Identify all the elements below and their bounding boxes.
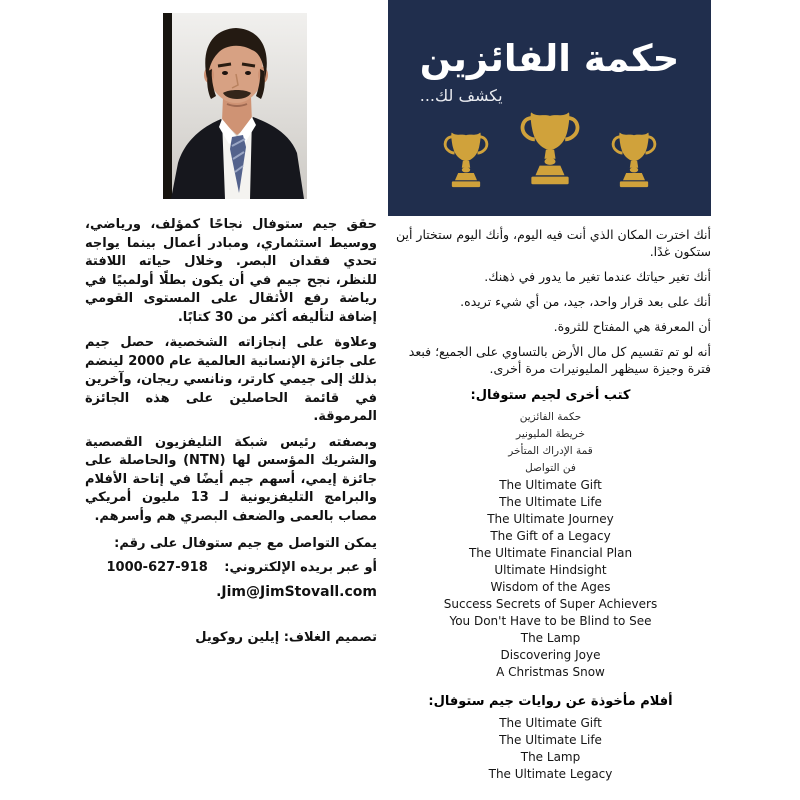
book-title-english: The Ultimate Life xyxy=(499,495,602,509)
book-subtitle: يكشف لك... xyxy=(419,85,503,105)
or-email-text: أو عبر بريده الإلكتروني: xyxy=(224,560,377,575)
book-title-english: The Lamp xyxy=(520,631,581,645)
book-title-english: Ultimate Hindsight xyxy=(494,563,607,577)
portrait-illustration xyxy=(163,13,307,199)
trophy-icon xyxy=(515,109,585,196)
contact-intro: يمكن التواصل مع جيم ستوفال على رقم: xyxy=(114,536,377,551)
phone-number: 1000-627-918 xyxy=(106,560,208,575)
book-title-english: Discovering Joye xyxy=(500,648,601,662)
book-title-arabic: حكمة الفائزين xyxy=(519,411,582,423)
author-photo xyxy=(163,13,307,199)
films-block xyxy=(390,693,711,783)
bullet-item: أنه لو تم تقسيم كل مال الأرض بالتساوي على الجميع؛ فبعد فترة وجيزة سيظهر المليونيرات مرة أخرى. xyxy=(408,344,711,376)
book-title-english: The Gift of a Legacy xyxy=(490,529,611,543)
bio-paragraph: حقق جيم ستوفال نجاحًا كمؤلف، ورياضي، ووسيط استثماري، ومبادر أعمال بينما يواجه تحدي فقدان البصر. وخلال حياته اللافتة للنظر، نجح جيم في أن يكون بطلًا أولمبيًا في رياضة رفع الأثقال على المستوى القومي إضافة لتأليفه أكثر من 30 كتابًا. xyxy=(85,217,377,325)
english-book-titles xyxy=(390,477,711,681)
book-lists xyxy=(390,387,711,783)
bio-paragraph: وعلاوة على إنجازاته الشخصية، حصل جيم على جائزة الإنسانية العالمية عام 2000 لينضم بذلك إلى جيمي كارتر، ونانسي ريجان، وآخرين في قائمة الحاصلين على هذه الجائزة المرموقة. xyxy=(85,335,377,424)
trophies-row xyxy=(388,109,711,196)
phone-line xyxy=(85,560,377,575)
title-panel xyxy=(388,0,711,216)
book-title-english: Success Secrets of Super Achievers xyxy=(443,597,658,611)
book-title-arabic: فن التواصل xyxy=(525,462,576,474)
book-title-arabic: خريطة المليونير xyxy=(516,428,585,440)
film-titles xyxy=(390,715,711,783)
details-column xyxy=(390,226,711,783)
trophy-icon xyxy=(607,130,661,196)
bullet-item: أنك على بعد قرار واحد، جيد، من أي شيء تريده. xyxy=(460,294,711,309)
book-title-english: The Ultimate Gift xyxy=(499,478,602,492)
bullet-item: أنك اخترت المكان الذي أنت فيه اليوم، وأنك اليوم ستختار أين ستكون غدًا. xyxy=(395,227,711,259)
cover-designer-credit: تصميم الغلاف: إيلين روكويل xyxy=(195,630,377,645)
book-title-english: You Don't Have to be Blind to See xyxy=(449,614,652,628)
films-header: أفلام مأخوذة عن روايات جيم ستوفال: xyxy=(428,694,673,709)
books-header: كتب أخرى لجيم ستوفال: xyxy=(470,388,631,403)
book-title-arabic: قمة الإدراك المتأخر xyxy=(508,445,593,457)
reveal-bullets xyxy=(390,226,711,377)
bullet-item: أن المعرفة هي المفتاح للثروة. xyxy=(553,319,711,334)
book-title-english: Wisdom of the Ages xyxy=(490,580,611,594)
bullet-item: أنك تغير حياتك عندما تغير ما يدور في ذهنك. xyxy=(484,269,711,284)
book-title-english: The Ultimate Financial Plan xyxy=(468,546,633,560)
book-title-english: The Ultimate Journey xyxy=(487,512,614,526)
book-title: حكمة الفائزين xyxy=(419,37,680,80)
film-title: The Ultimate Gift xyxy=(499,716,602,730)
film-title: The Ultimate Legacy xyxy=(488,767,613,781)
book-title-english: A Christmas Snow xyxy=(496,665,605,679)
trophy-icon xyxy=(439,130,493,196)
email-address: Jim@JimStovall.com. xyxy=(216,584,377,600)
film-title: The Lamp xyxy=(520,750,581,764)
arabic-book-titles xyxy=(390,409,711,477)
film-title: The Ultimate Life xyxy=(499,733,602,747)
bio-paragraph: وبصفته رئيس شبكة التليفزيون القصصية والشريك المؤسس لها (NTN) والحاصلة على جائزة إيمي، أسهم جيم أيضًا في إتاحة الأفلام والبرامج التليفزيونية لـ 13 مليون أمريكي مصاب بالعمى والضعف البصري هم وأسرهم. xyxy=(85,434,377,524)
biography-paragraphs xyxy=(85,216,377,526)
biography-column xyxy=(85,216,377,645)
